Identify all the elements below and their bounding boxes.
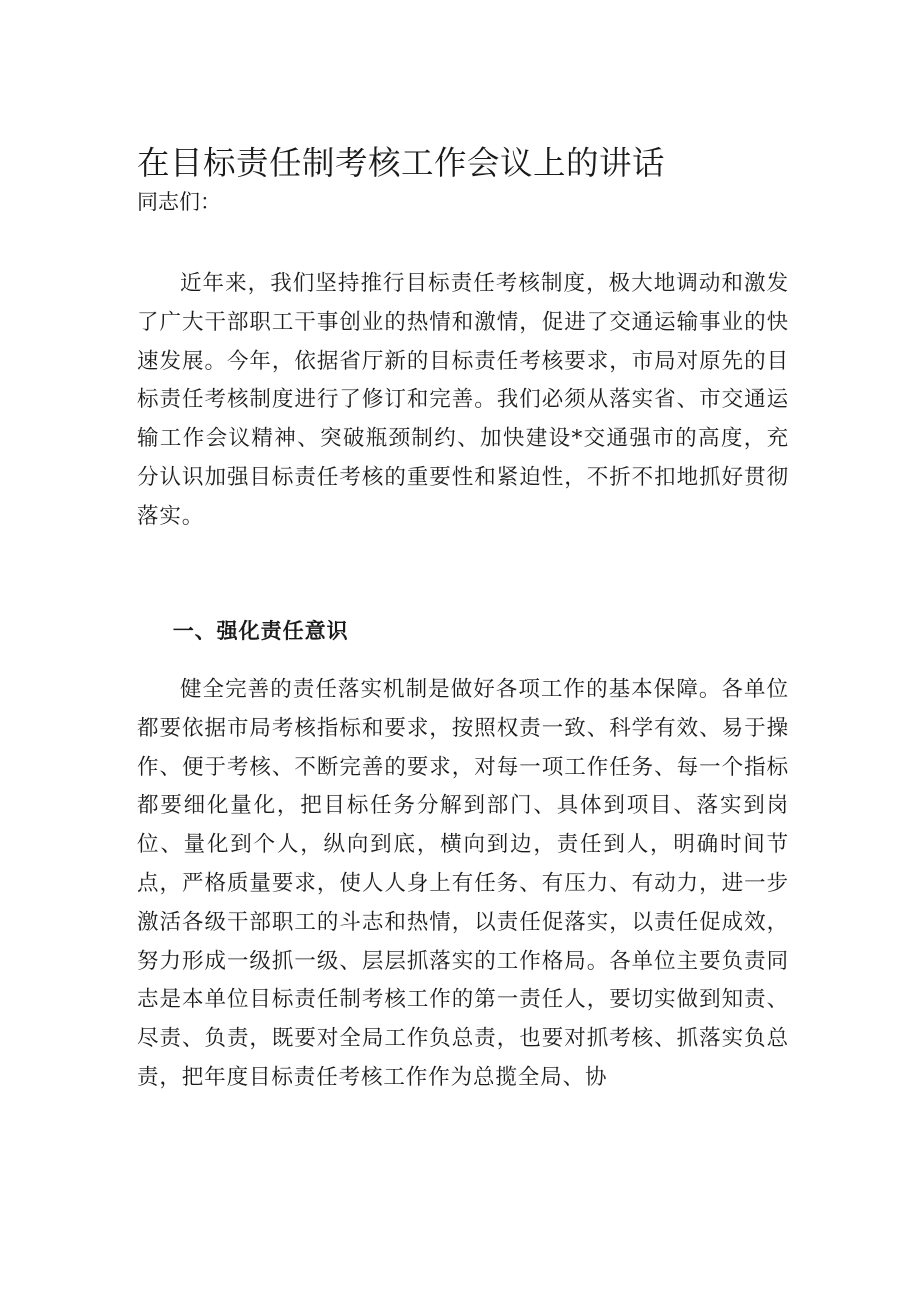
paragraph-responsibility: 健全完善的责任落实机制是做好各项工作的基本保障。各单位都要依据市局考核指标和要求，按照权责一致、科学有效、易于操作、便于考核、不断完善的要求，对每一项工作任务、每一个指标都要细化量化，把目标任务分解到部门、具体到项目、落实到岗位、量化到个人，纵向到底，横向到边，责任到人，明确时间节点，严格质量要求，使人人身上有任务、有压力、有动力，进一步激活各级干部职工的斗志和热情，以责任促落实，以责任促成效，努力形成一级抓一级、层层抓落实的工作格局。各单位主要负责同志是本单位目标责任制考核工作的第一责任人，要切实做到知责、尽责、负责，既要对全局工作负总责，也要对抓考核、抓落实负总责，把年度目标责任考核工作作为总揽全局、协 <box>137 677 789 1090</box>
paragraph-intro: 近年来，我们坚持推行目标责任考核制度，极大地调动和激发了广大干部职工干事创业的热情和激情，促进了交通运输事业的快速发展。今年，依据省厅新的目标责任考核要求，市局对原先的目标责任考核制度进行了修订和完善。我们必须从落实省、市交通运输工作会议精神、突破瓶颈制约、加快建设*交通强市的高度，充分认识加强目标责任考核的重要性和紧迫性，不折不扣地抓好贯彻落实。 <box>137 271 789 529</box>
document-title: 在目标责任制考核工作会议上的讲话 <box>137 144 666 182</box>
section-heading: 一、强化责任意识 <box>172 619 349 643</box>
salutation: 同志们： <box>137 190 221 214</box>
